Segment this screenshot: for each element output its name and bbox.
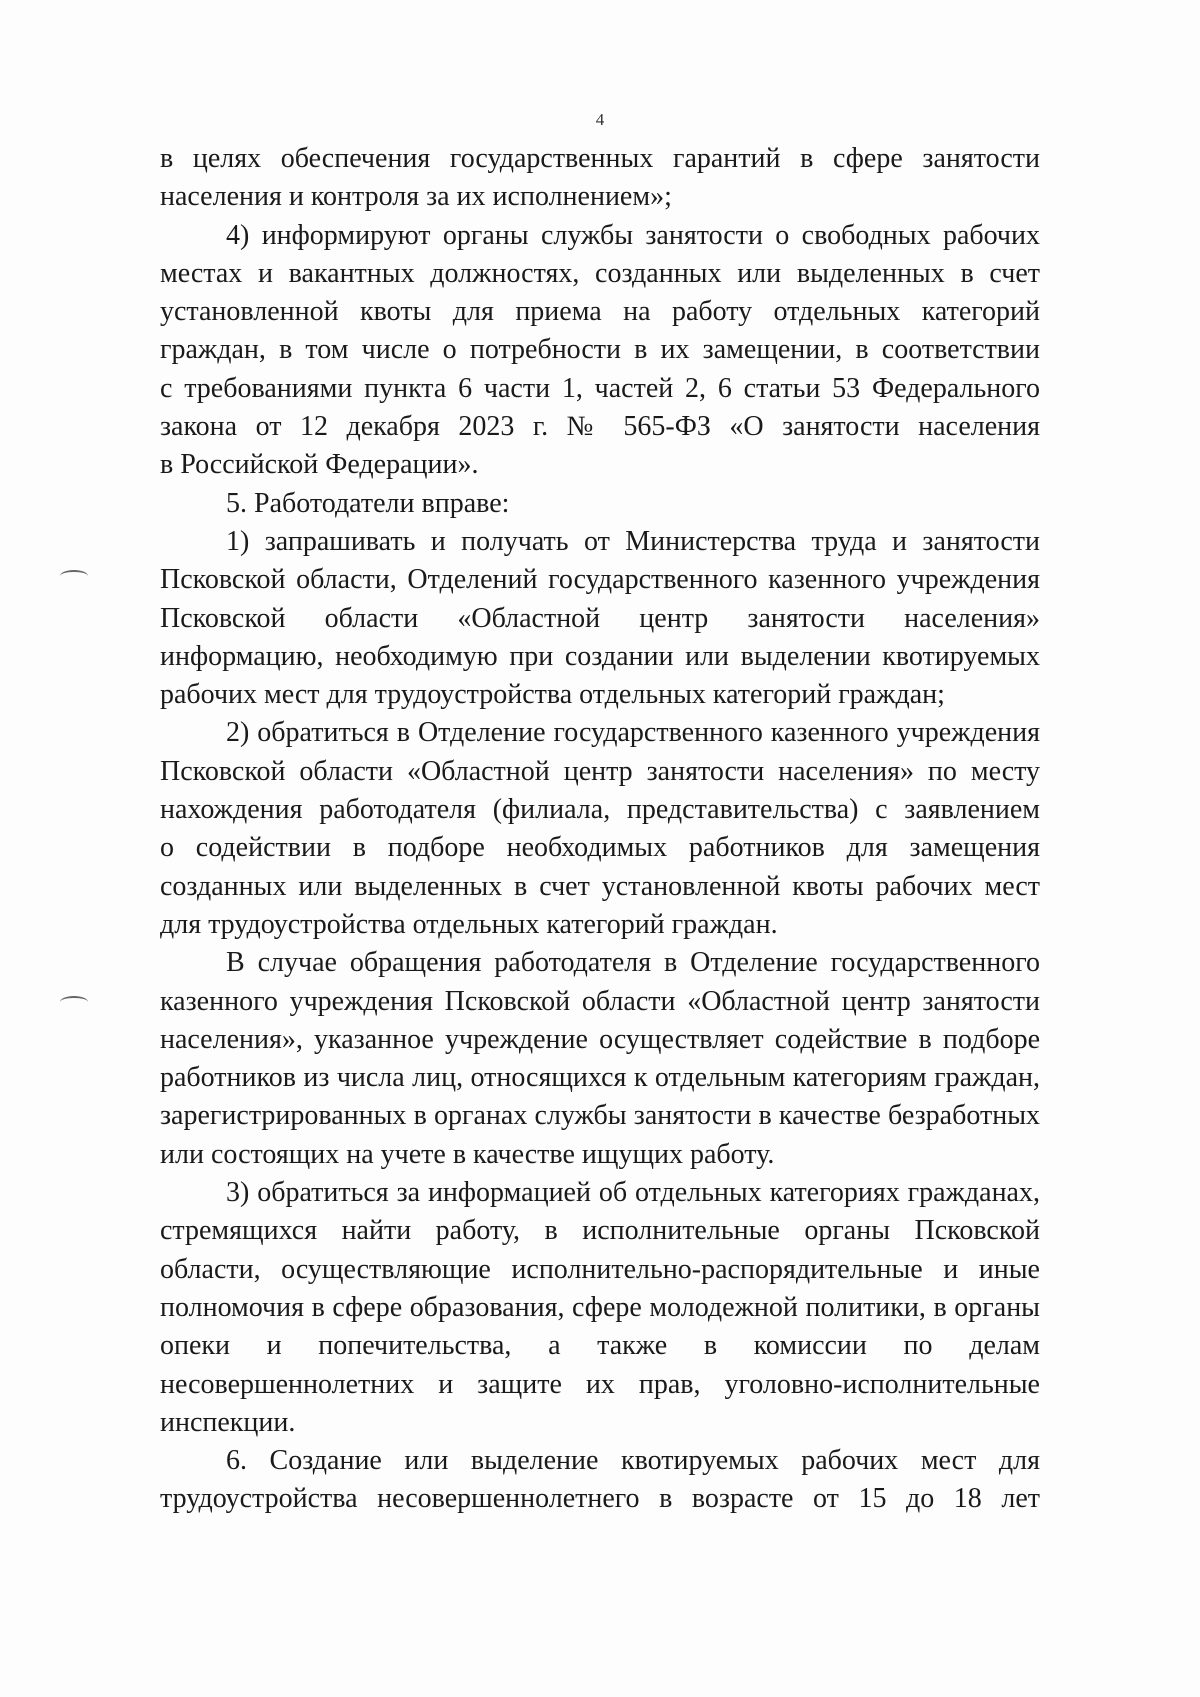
text-line: Псковской области, Отделений государственного казенного учреждения (160, 564, 1040, 596)
text-line: области, осуществляющие исполнительно-распорядительные и иные (160, 1253, 1040, 1285)
text-line: в целях обеспечения государственных гарантий в сфере занятости (160, 143, 1040, 174)
text-line: инспекции. (160, 1406, 296, 1438)
scan-margin-mark (60, 570, 88, 582)
text-line: опеки и попечительства, а также в комиссии по делам (160, 1330, 1040, 1362)
text-line: казенного учреждения Псковской области «Областной центр занятости (160, 985, 1040, 1017)
text-line: населения», указанное учреждение осуществляет содействие в подборе (160, 1023, 1040, 1055)
text-line: работников из числа лиц, относящихся к отдельным категориям граждан, (160, 1062, 1040, 1094)
text-line: 2) обратиться в Отделение государственного казенного учреждения (226, 717, 1040, 749)
text-line: стремящихся найти работу, в исполнительные органы Псковской (160, 1215, 1040, 1247)
text-line: Псковской области «Областной центр занятости населения» (160, 602, 1040, 634)
scan-margin-mark (60, 996, 88, 1008)
text-line: в Российской Федерации». (160, 449, 479, 481)
text-line: закона от 12 декабря 2023 г. № 565-ФЗ «О занятости населения (160, 411, 1040, 443)
text-line: рабочих мест для трудоустройства отдельных категорий граждан; (160, 679, 945, 711)
text-line: с требованиями пункта 6 части 1, частей 2, 6 статьи 53 Федерального (160, 372, 1040, 404)
text-line: полномочия в сфере образования, сфере молодежной политики, в органы (160, 1291, 1040, 1323)
text-line: нахождения работодателя (филиала, представительства) с заявлением (160, 794, 1040, 826)
text-line: 5. Работодатели вправе: (226, 487, 510, 519)
page-number: 4 (595, 110, 605, 129)
text-line: о содействии в подборе необходимых работников для замещения (160, 832, 1040, 864)
text-line: трудоустройства несовершеннолетнего в возрасте от 15 до 18 лет (160, 1483, 1040, 1515)
text-line: местах и вакантных должностях, созданных или выделенных в счет (160, 257, 1040, 289)
text-line: населения и контроля за их исполнением»; (160, 181, 672, 213)
text-line: созданных или выделенных в счет установленной квоты рабочих мест (160, 870, 1040, 902)
text-line: установленной квоты для приема на работу отдельных категорий (160, 296, 1040, 328)
text-line: 3) обратиться за информацией об отдельных категориях гражданах, (226, 1177, 1040, 1209)
text-line: 1) запрашивать и получать от Министерства труда и занятости (226, 525, 1040, 557)
text-line: В случае обращения работодателя в Отделение государственного (226, 947, 1040, 979)
text-line: граждан, в том числе о потребности в их замещении, в соответствии (160, 334, 1040, 366)
text-line: несовершеннолетних и защите их прав, уголовно-исполнительные (160, 1368, 1040, 1400)
text-line: 4) информируют органы службы занятости о свободных рабочих (226, 219, 1040, 251)
text-line: Псковской области «Областной центр занятости населения» по месту (160, 755, 1040, 787)
text-line: для трудоустройства отдельных категорий граждан. (160, 908, 778, 940)
text-line: информацию, необходимую при создании или выделении квотируемых (160, 640, 1040, 672)
text-line: или состоящих на учете в качестве ищущих работу. (160, 1138, 775, 1170)
text-line: 6. Создание или выделение квотируемых рабочих мест для (226, 1445, 1040, 1477)
text-line: зарегистрированных в органах службы занятости в качестве безработных (160, 1100, 1040, 1132)
document-body (160, 140, 1040, 1519)
